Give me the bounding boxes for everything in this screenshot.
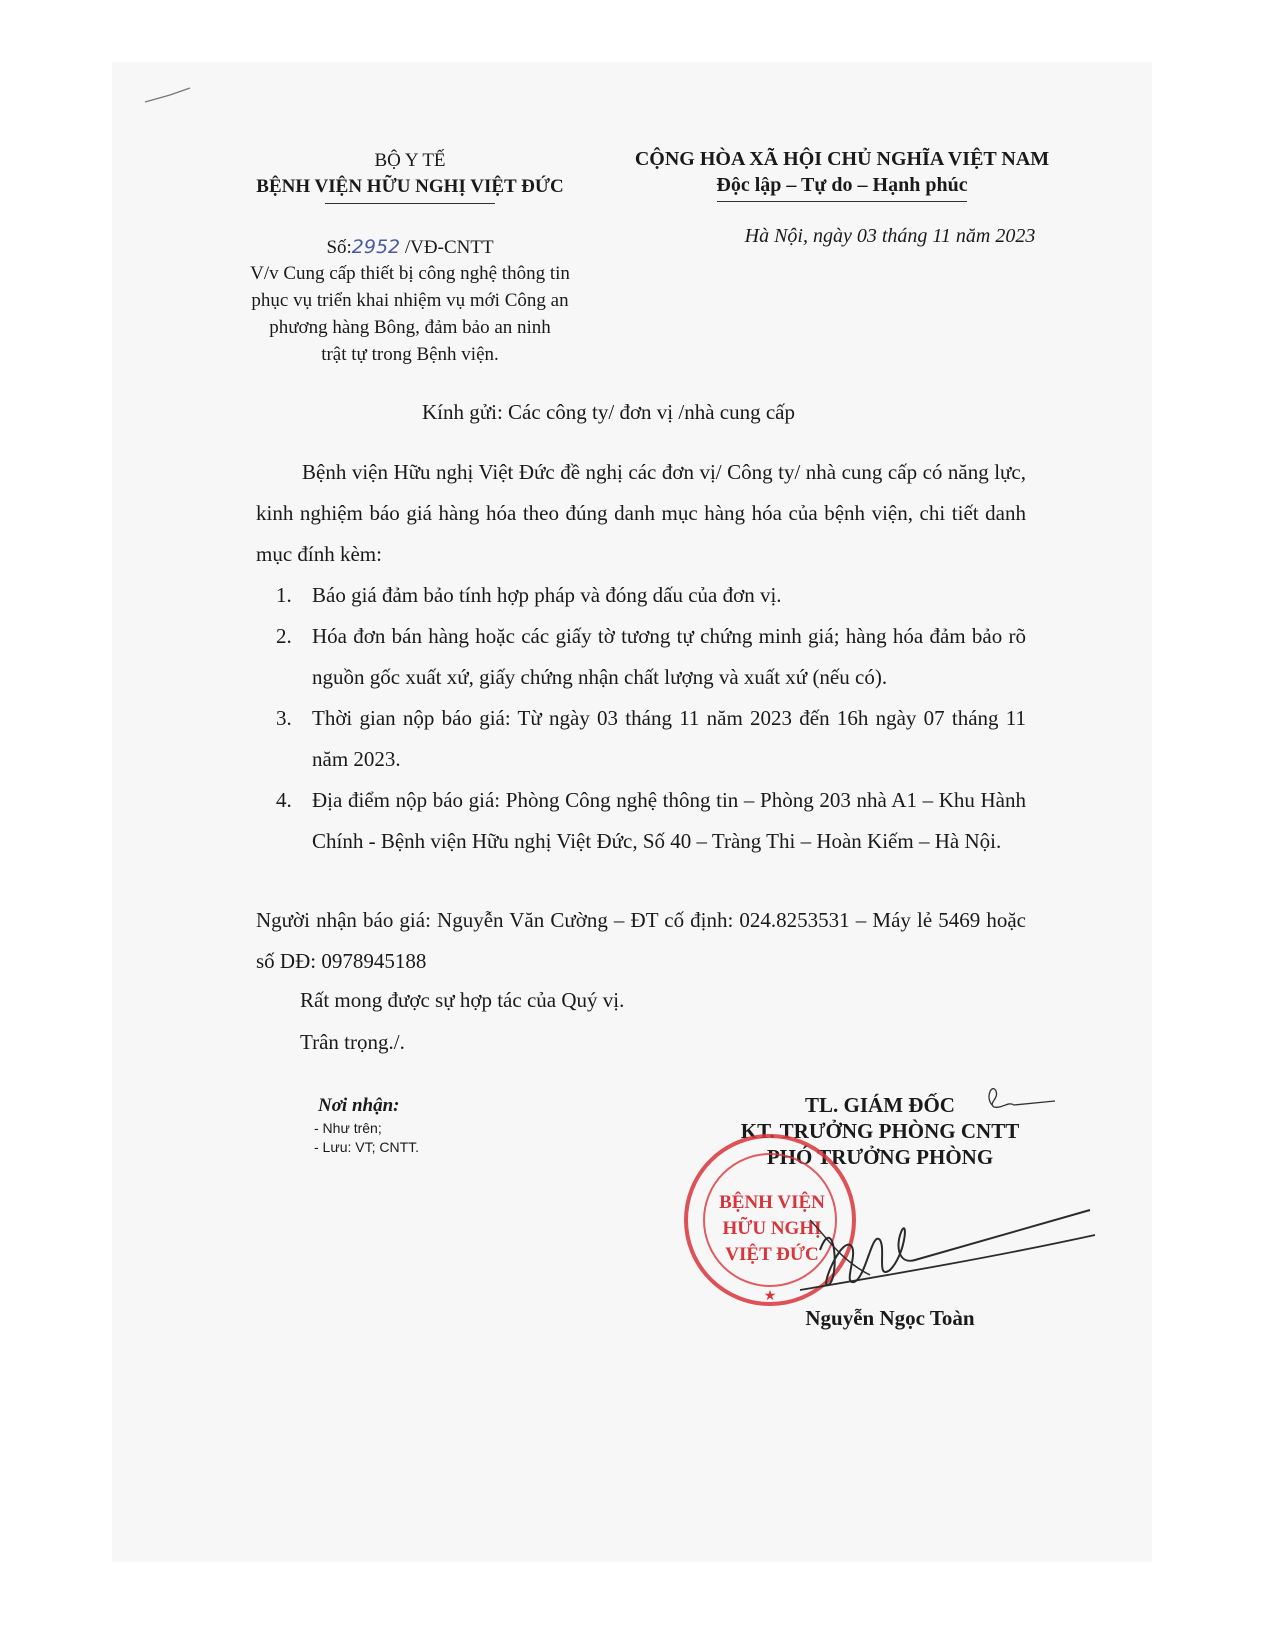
list-item-number: 4. — [276, 788, 292, 812]
stamp-line: VIỆT ĐỨC — [725, 1244, 819, 1265]
date-line: Hà Nội, ngày 03 tháng 11 năm 2023 — [744, 225, 1036, 247]
initials-scribble-icon — [980, 1075, 1060, 1115]
closing-line: Rất mong được sự hợp tác của Quý vị. — [300, 988, 625, 1012]
header-right — [612, 146, 1072, 202]
doc-number-handwritten: 2952 — [351, 236, 401, 258]
country-name: CỘNG HÒA XÃ HỘI CHỦ NGHĨA VIỆT NAM — [634, 148, 1050, 170]
signature-title-3: PHÓ TRƯỞNG PHÒNG — [766, 1145, 994, 1169]
header-right-underline — [717, 201, 967, 202]
ministry-name: BỘ Y TẾ — [374, 150, 446, 171]
list-item-text: Địa điểm nộp báo giá: Phòng Công nghệ thông tin – Phòng 203 nhà A1 – Khu Hành Chính - Bệnh viện Hữu nghị Việt Đức, Số 40 – Tràng Thi – Hoàn Kiếm – Hà Nội. — [312, 788, 1026, 853]
list-item — [276, 698, 1026, 780]
stamp-line: BỆNH VIỆN — [719, 1192, 825, 1213]
list-item-number: 2. — [276, 624, 292, 648]
list-item-number: 3. — [276, 706, 292, 730]
recipients-item: - Như trên; — [314, 1120, 382, 1136]
document-number — [225, 236, 595, 259]
pen-mark — [140, 80, 200, 110]
subject-block — [215, 260, 605, 368]
list-item — [276, 575, 1026, 616]
recipient-line: Kính gửi: Các công ty/ đơn vị /nhà cung cấp — [422, 400, 795, 424]
stamp-line: HỮU NGHỊ — [722, 1218, 822, 1239]
hospital-name: BỆNH VIỆN HỮU NGHỊ VIỆT ĐỨC — [256, 176, 564, 197]
list-item — [276, 616, 1026, 698]
subject-line: phương hàng Bông, đảm bảo an ninh — [269, 317, 551, 338]
intro-paragraph: Bệnh viện Hữu nghị Việt Đức đề nghị các đơn vị/ Công ty/ nhà cung cấp có năng lực, kinh nghiệm báo giá hàng hóa theo đúng danh mục hàng hóa của bệnh viện, chi tiết danh mục đính kèm: — [256, 460, 1026, 566]
signature-title-2: KT. TRƯỞNG PHÒNG CNTT — [740, 1119, 1020, 1143]
list-item-text: Thời gian nộp báo giá: Từ ngày 03 tháng 11 năm 2023 đến 16h ngày 07 tháng 11 năm 2023. — [312, 706, 1026, 771]
list-item — [276, 780, 1026, 862]
recipients-title: Nơi nhận: — [318, 1095, 400, 1116]
requirements-list — [276, 575, 1026, 862]
subject-line: trật tự trong Bệnh viện. — [321, 344, 499, 365]
national-motto: Độc lập – Tự do – Hạnh phúc — [716, 174, 968, 196]
stamp-star-icon: ★ — [763, 1289, 777, 1304]
contact-paragraph: Người nhận báo giá: Nguyễn Văn Cường – ĐT cố định: 024.8253531 – Máy lẻ 5469 hoặc số DĐ: 0978945188 — [256, 908, 1026, 973]
list-item-text: Báo giá đảm bảo tính hợp pháp và đóng dấu của đơn vị. — [312, 583, 782, 607]
list-item-text: Hóa đơn bán hàng hoặc các giấy tờ tương tự chứng minh giá; hàng hóa đảm bảo rõ nguồn gốc xuất xứ, giấy chứng nhận chất lượng và xuất xứ (nếu có). — [312, 624, 1026, 689]
signer-name: Nguyễn Ngọc Toàn — [805, 1306, 975, 1330]
regards-line: Trân trọng./. — [300, 1030, 405, 1054]
signature-title-1: TL. GIÁM ĐỐC — [805, 1093, 955, 1117]
list-item-number: 1. — [276, 583, 292, 607]
subject-line: phục vụ triển khai nhiệm vụ mới Công an — [251, 290, 569, 311]
subject-line: V/v Cung cấp thiết bị công nghệ thông tin — [250, 263, 570, 284]
handwritten-signature-icon — [780, 1190, 1100, 1310]
doc-number-suffix: /VĐ-CNTT — [404, 237, 494, 258]
doc-number-prefix: Số: — [326, 237, 352, 258]
header-left-underline — [325, 203, 495, 204]
header-left — [220, 148, 600, 204]
recipients-item: - Lưu: VT; CNTT. — [314, 1139, 420, 1155]
